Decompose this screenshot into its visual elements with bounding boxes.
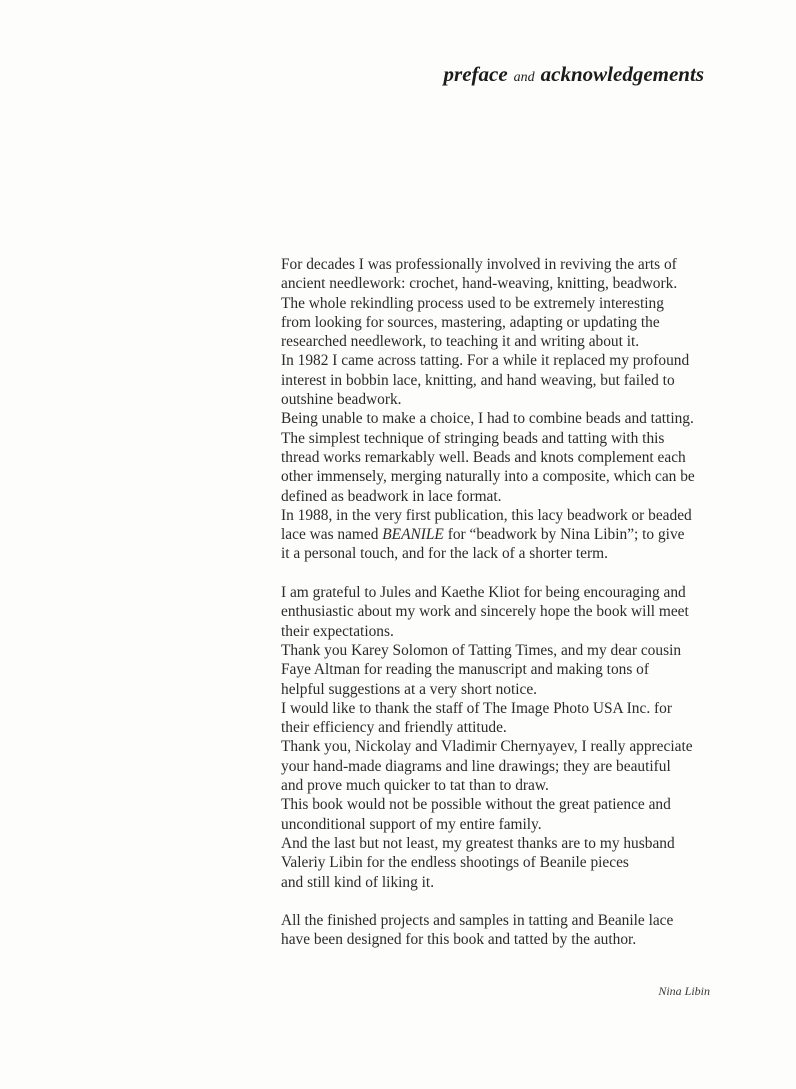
- text-line: I would like to thank the staff of The Image Photo USA Inc. for: [281, 699, 672, 717]
- text-line: unconditional support of my entire family.: [281, 815, 542, 833]
- text-line: The simplest technique of stringing beads and tatting with this: [281, 429, 665, 447]
- beanile-after: for “beadwork by Nina Libin”; to give: [443, 526, 685, 544]
- text-line: your hand-made diagrams and line drawings; they are beautiful: [281, 757, 671, 775]
- beanile-term: BEANILE: [382, 526, 444, 544]
- text-line: All the finished projects and samples in tatting and Beanile lace: [281, 912, 674, 930]
- title-acknowledgements: acknowledgements: [540, 62, 704, 86]
- text-line: their efficiency and friendly attitude.: [281, 719, 507, 737]
- text-line: thread works remarkably well. Beads and knots complement each: [281, 448, 686, 466]
- text-line: In 1988, in the very first publication, this lacy beadwork or beaded: [281, 506, 692, 524]
- text-line: Being unable to make a choice, I had to combine beads and tatting.: [281, 410, 694, 428]
- author-signature: Nina Libin: [658, 984, 710, 998]
- text-line: researched needlework, to teaching it and writing about it.: [281, 333, 640, 351]
- beanile-before: lace was named: [281, 526, 383, 544]
- text-line: For decades I was professionally involved in reviving the arts of: [281, 256, 677, 273]
- page-title: [444, 62, 704, 87]
- text-line: it a personal touch, and for the lack of a shorter term.: [281, 545, 608, 563]
- text-line: Faye Altman for reading the manuscript and making tons of: [281, 661, 650, 679]
- text-line: This book would not be possible without the great patience and: [281, 796, 671, 814]
- title-and: and: [513, 70, 535, 85]
- text-line: helpful suggestions at a very short notice.: [281, 680, 538, 698]
- text-line: In 1982 I came across tatting. For a while it replaced my profound: [281, 352, 690, 370]
- text-line: interest in bobbin lace, knitting, and hand weaving, but failed to: [281, 371, 675, 389]
- text-line: and still kind of liking it.: [281, 873, 435, 891]
- text-line: other immensely, merging naturally into a composite, which can be: [281, 468, 695, 486]
- title-preface: preface: [443, 62, 508, 86]
- text-line: Thank you, Nickolay and Vladimir Chernyayev, I really appreciate: [281, 738, 693, 756]
- text-line: enthusiastic about my work and sincerely hope the book will meet: [281, 603, 689, 621]
- text-line-beanile: [281, 525, 741, 544]
- closing-paragraph: [281, 911, 741, 950]
- preface-paragraph: [281, 255, 741, 564]
- text-line: I am grateful to Jules and Kaethe Kliot for being encouraging and: [281, 584, 686, 602]
- paragraph-gap: [281, 564, 741, 583]
- body-text: [281, 255, 741, 950]
- text-line: defined as beadwork in lace format.: [281, 487, 502, 505]
- text-line: Thank you Karey Solomon of Tatting Times, and my dear cousin: [281, 641, 682, 659]
- text-line: from looking for sources, mastering, adapting or updating the: [281, 313, 660, 331]
- text-line: ancient needlework: crochet, hand-weaving, knitting, beadwork.: [281, 275, 678, 293]
- paragraph-gap: [281, 892, 741, 911]
- text-line: And the last but not least, my greatest thanks are to my husband: [281, 834, 675, 852]
- text-line: Valeriy Libin for the endless shootings of Beanile pieces: [281, 854, 629, 872]
- text-line: their expectations.: [281, 622, 394, 640]
- text-line: have been designed for this book and tatted by the author.: [281, 931, 637, 949]
- text-line: outshine beadwork.: [281, 391, 402, 409]
- text-line: and prove much quicker to tat than to draw.: [281, 777, 549, 795]
- acknowledgements-paragraph: [281, 583, 741, 892]
- text-line: The whole rekindling process used to be extremely interesting: [281, 294, 664, 312]
